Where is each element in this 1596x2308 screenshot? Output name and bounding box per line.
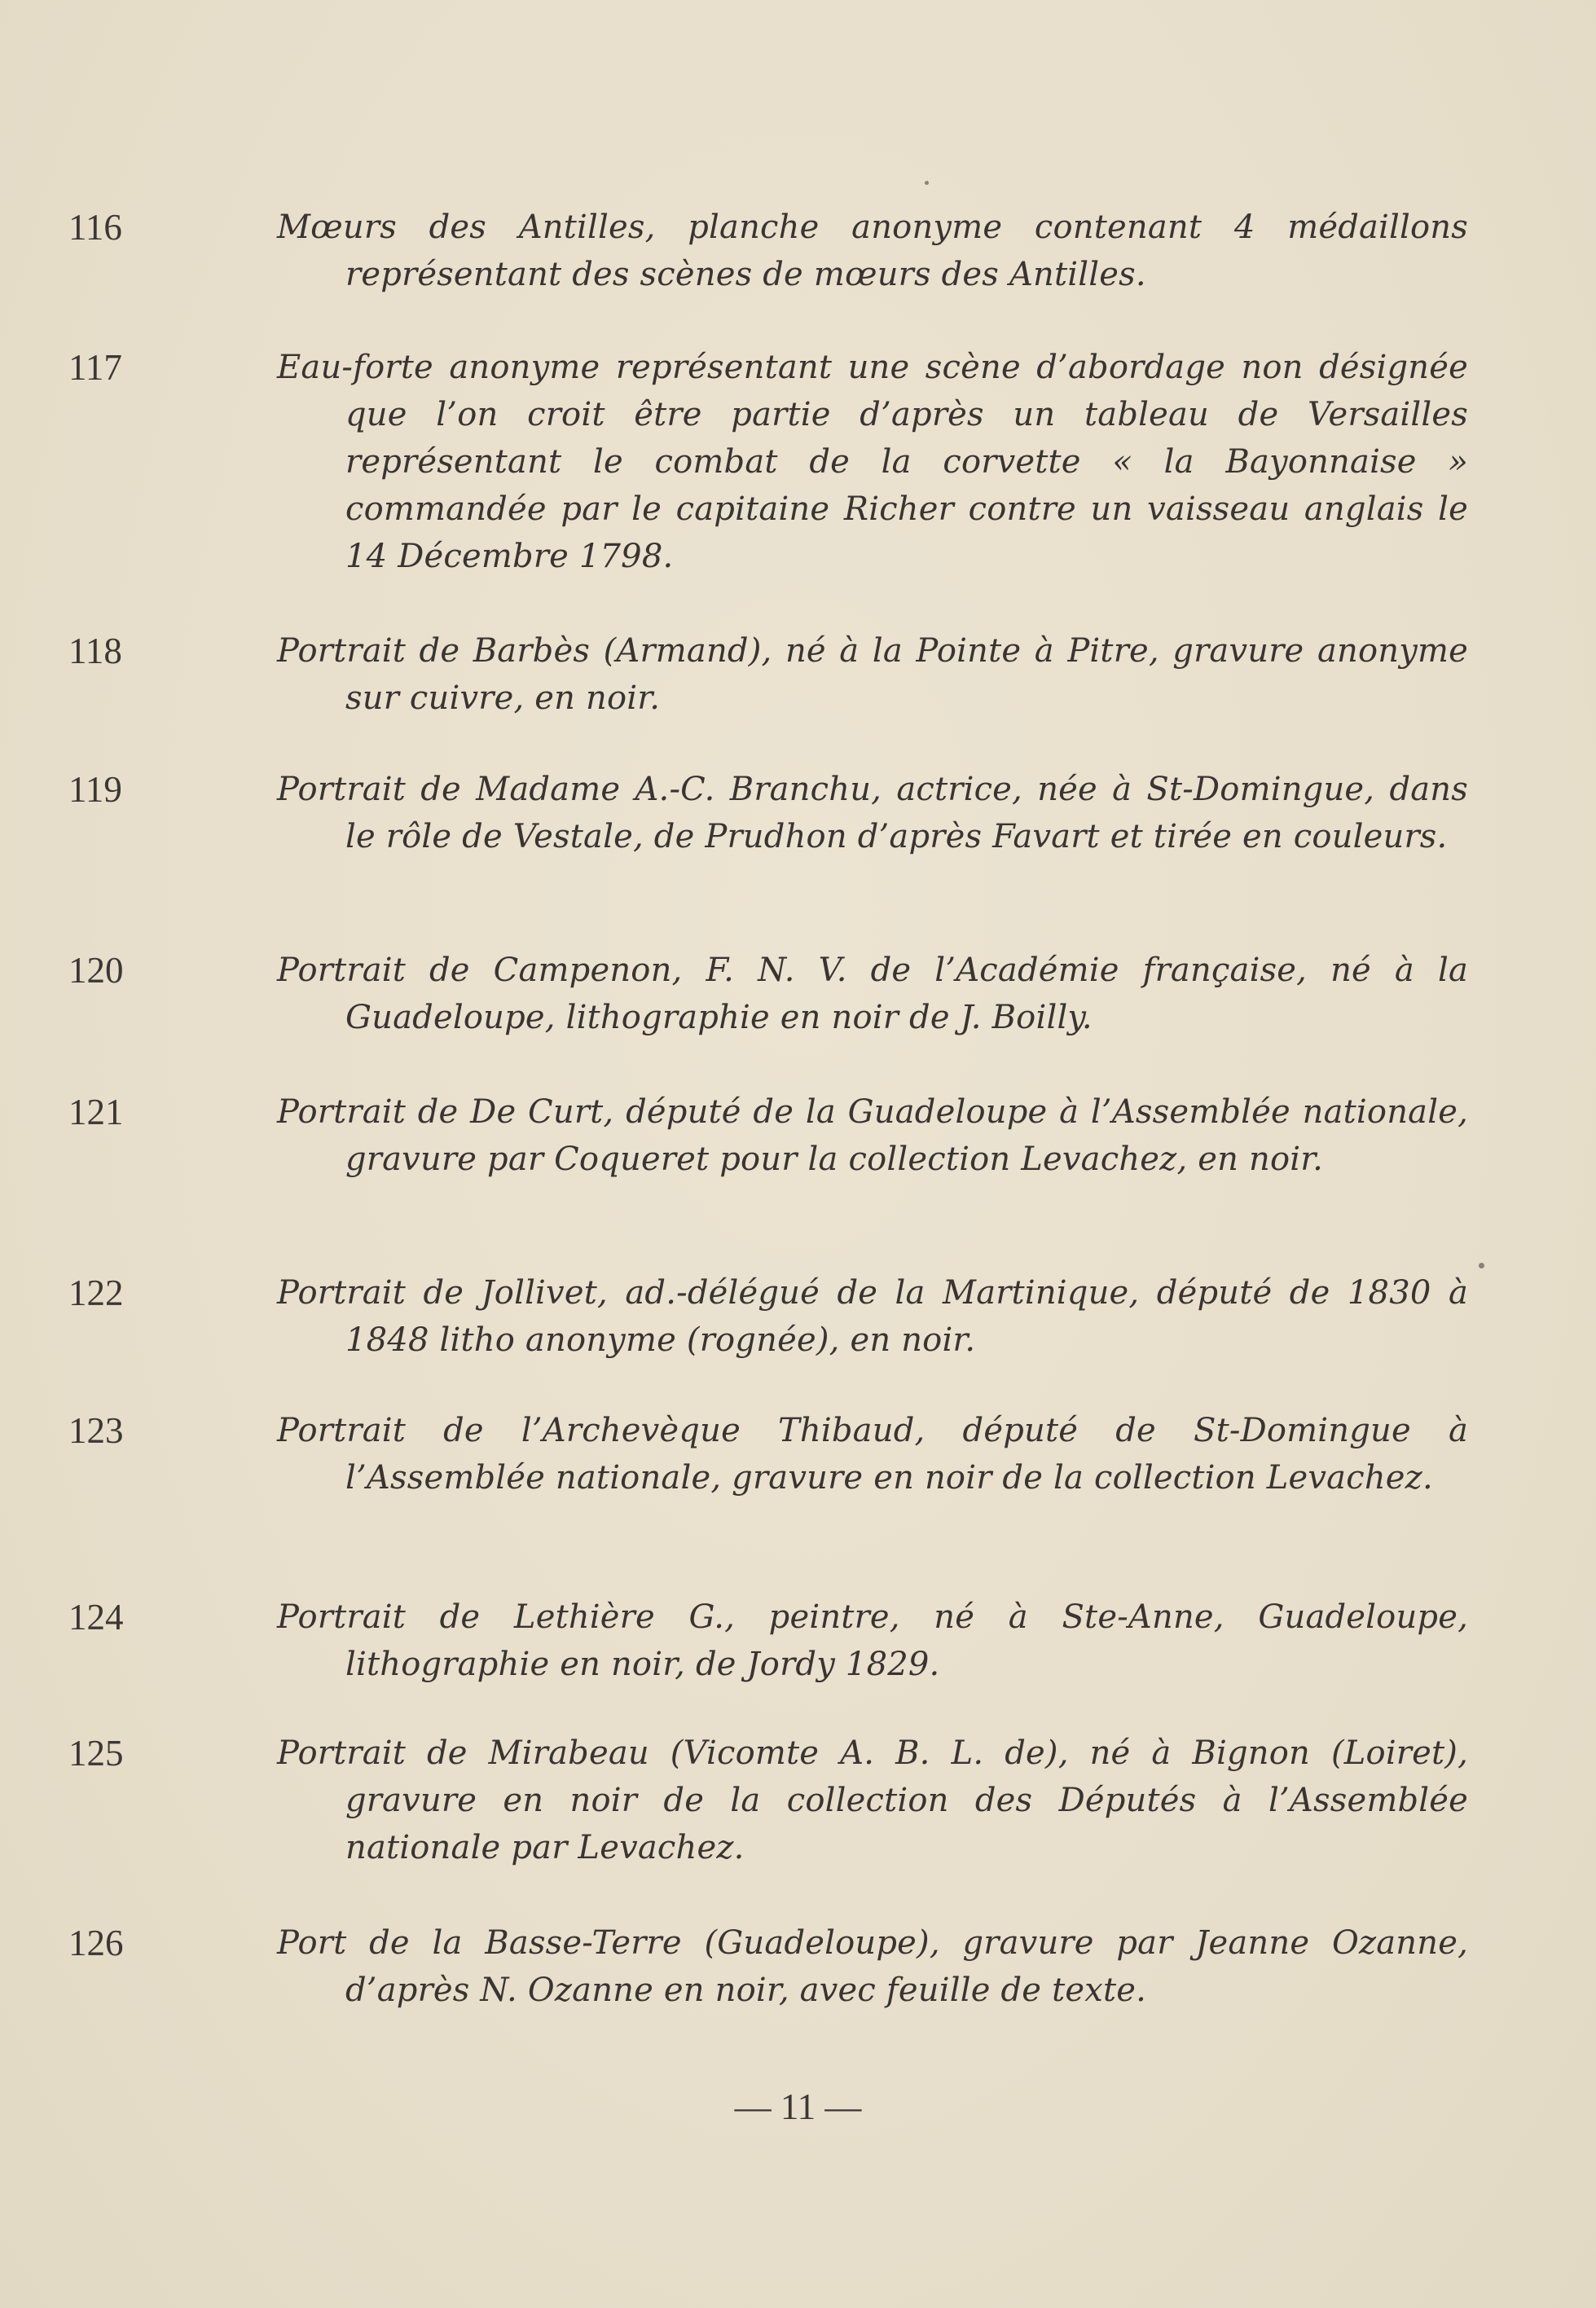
entry-description: Port de la Basse-Terre (Guadeloupe), gravure par Jeanne Ozanne, d’après N. Ozanne en noir, avec feuille de texte. — [277, 1924, 1468, 2009]
entry-number: 116 — [68, 207, 122, 248]
entry-number: 117 — [68, 347, 122, 388]
entry-number: 124 — [68, 1597, 124, 1638]
paper-speck — [925, 181, 929, 185]
entry-description: Eau-forte anonyme représentant une scène d’abordage non désignée que l’on croit être partie d’après un tableau de Versailles représentant le combat de la corvette « la Bayonnaise » commandée par le capitaine Richer contre un vaisseau anglais le 14 Décembre 1798. — [277, 349, 1468, 575]
entry-description: Portrait de Lethière G., peintre, né à Ste-Anne, Guadeloupe, lithographie en noir, de Jordy 1829. — [277, 1598, 1468, 1683]
entry-description: Portrait de l’Archevèque Thibaud, député de St-Domingue à l’Assemblée nationale, gravure en noir de la collection Levachez. — [277, 1412, 1468, 1497]
page-number: — 11 — — [734, 2086, 862, 2127]
entry-number: 121 — [68, 1092, 124, 1132]
entry-number: 125 — [68, 1733, 124, 1774]
entry-description: Mœurs des Antilles, planche anonyme contenant 4 médaillons représentant des scènes de mœurs des Antilles. — [277, 209, 1468, 293]
entry-number: 123 — [68, 1410, 124, 1451]
entry-number: 122 — [68, 1273, 124, 1313]
paper-speck — [1479, 1263, 1484, 1268]
entry-description: Portrait de Jollivet, ad.-délégué de la Martinique, député de 1830 à 1848 litho anonyme (rognée), en noir. — [277, 1274, 1468, 1359]
entry-description: Portrait de Barbès (Armand), né à la Pointe à Pitre, gravure anonyme sur cuivre, en noir. — [277, 632, 1468, 717]
entry-number: 118 — [68, 631, 122, 671]
entry-description: Portrait de De Curt, député de la Guadeloupe à l’Assemblée nationale, gravure par Coqueret pour la collection Levachez, en noir. — [277, 1093, 1468, 1178]
entry-description: Portrait de Campenon, F. N. V. de l’Académie française, né à la Guadeloupe, lithographie en noir de J. Boilly. — [277, 952, 1468, 1036]
entry-number: 126 — [68, 1923, 124, 1963]
entry-description: Portrait de Madame A.-C. Branchu, actrice, née à St-Domingue, dans le rôle de Vestale, de Prudhon d’après Favart et tirée en couleurs. — [277, 771, 1468, 855]
entry-number: 119 — [68, 769, 122, 810]
entry-number: 120 — [68, 950, 124, 991]
entry-description: Portrait de Mirabeau (Vicomte A. B. L. de), né à Bignon (Loiret), gravure en noir de la collection des Députés à l’Assemblée nationale par Levachez. — [277, 1734, 1468, 1866]
